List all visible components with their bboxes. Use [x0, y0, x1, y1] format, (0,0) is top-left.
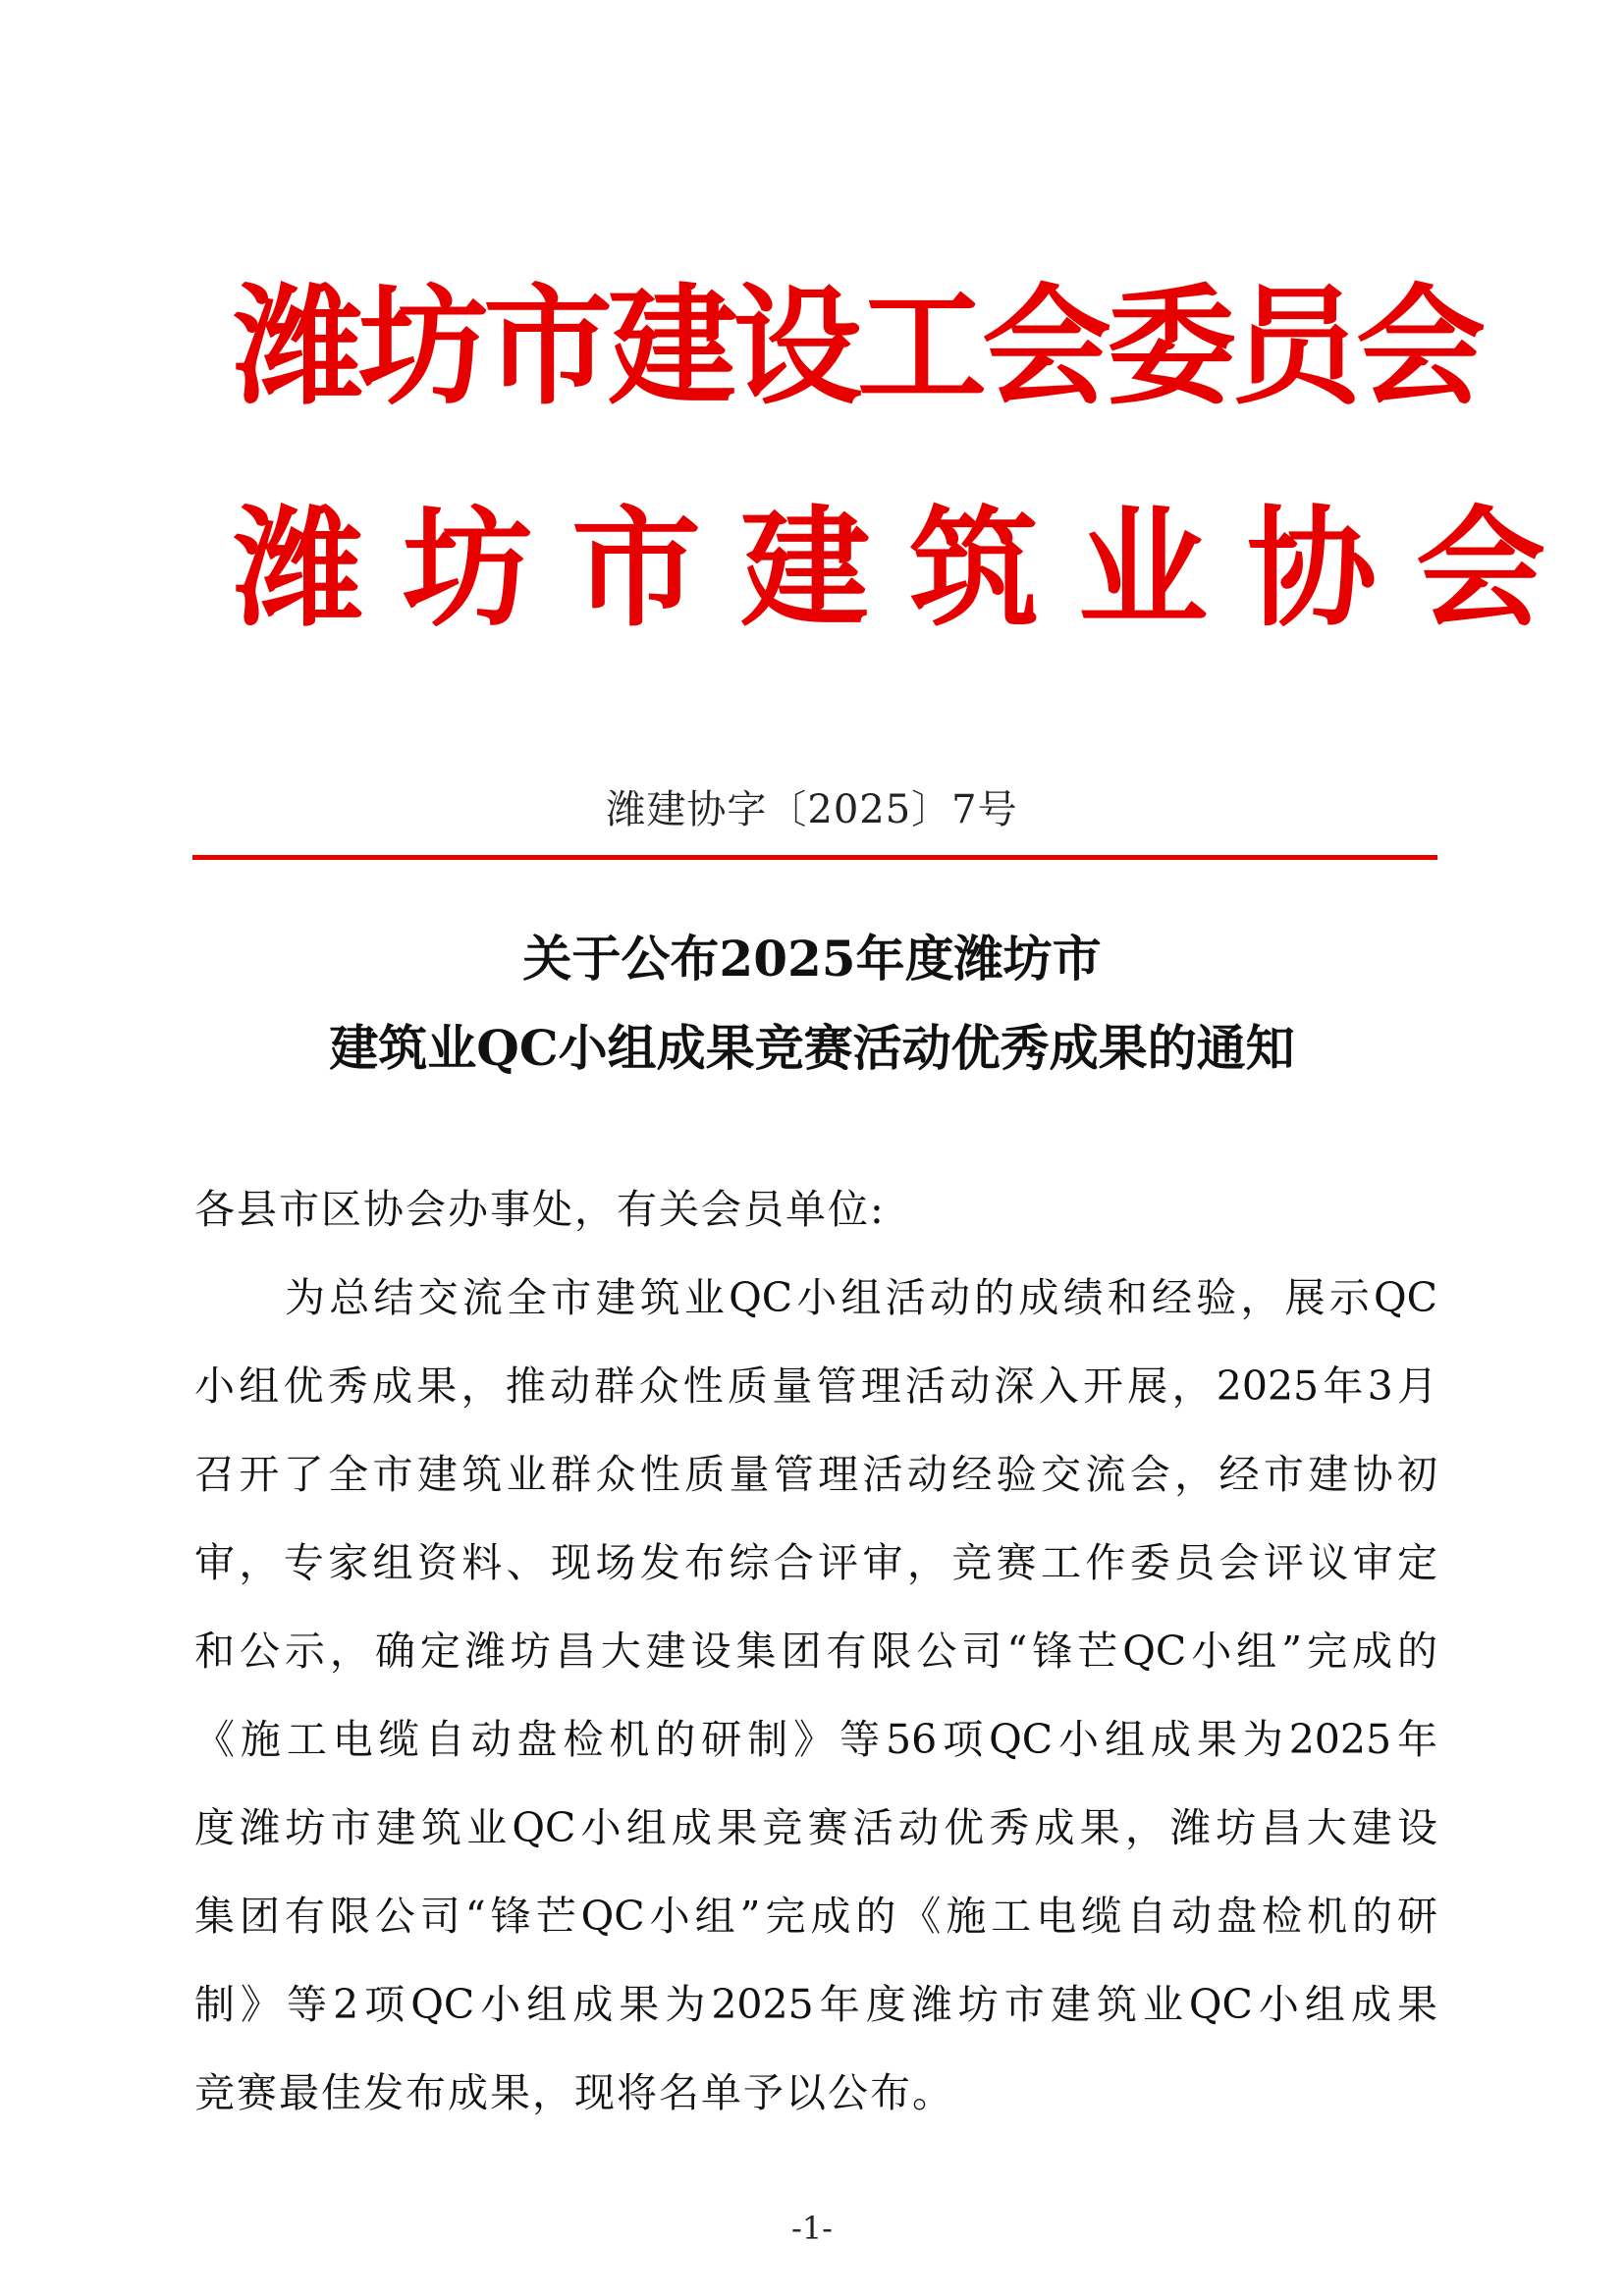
document-title-line-1: 关于公布2025年度潍坊市: [522, 930, 1102, 988]
body-text-line: 召开了全市建筑业群众性质量管理活动经验交流会，经市建协初: [194, 1451, 1437, 1498]
body-text-line: 制》等2项QC小组成果为2025年度潍坊市建筑业QC小组成果: [194, 1981, 1437, 2028]
body-text-line: 竞赛最佳发布成果，现将名单予以公布。: [194, 2069, 954, 2116]
body-text-line: 审，专家组资料、现场发布综合评审，竞赛工作委员会评议审定: [194, 1539, 1437, 1586]
body-text-line: 和公示，确定潍坊昌大建设集团有限公司“锋芒QC小组”完成的: [194, 1628, 1437, 1675]
body-text-line: 小组优秀成果，推动群众性质量管理活动深入开展，2025年3月: [194, 1362, 1437, 1410]
document-number: 潍建协字〔2025〕7号: [606, 787, 1018, 832]
body-text-line: 为总结交流全市建筑业QC小组活动的成绩和经验，展示QC: [285, 1274, 1437, 1321]
body-text-line: 集团有限公司“锋芒QC小组”完成的《施工电缆自动盘检机的研: [194, 1893, 1437, 1940]
document-title-line-2: 建筑业QC小组成果竞赛活动优秀成果的通知: [329, 1019, 1295, 1077]
issuing-org-line-2: 潍坊市建筑业协会: [234, 494, 1585, 645]
issuing-org-line-1: 潍坊市建设工会委员会: [234, 272, 1481, 423]
body-text-line: 度潍坊市建筑业QC小组成果竞赛活动优秀成果，潍坊昌大建设: [194, 1804, 1437, 1851]
page-number: -1-: [791, 2210, 833, 2247]
body-text-line: 《施工电缆自动盘检机的研制》等56项QC小组成果为2025年: [194, 1716, 1437, 1763]
red-divider-line: [192, 855, 1437, 860]
salutation: 各县市区协会办事处，有关会员单位:: [194, 1186, 886, 1233]
